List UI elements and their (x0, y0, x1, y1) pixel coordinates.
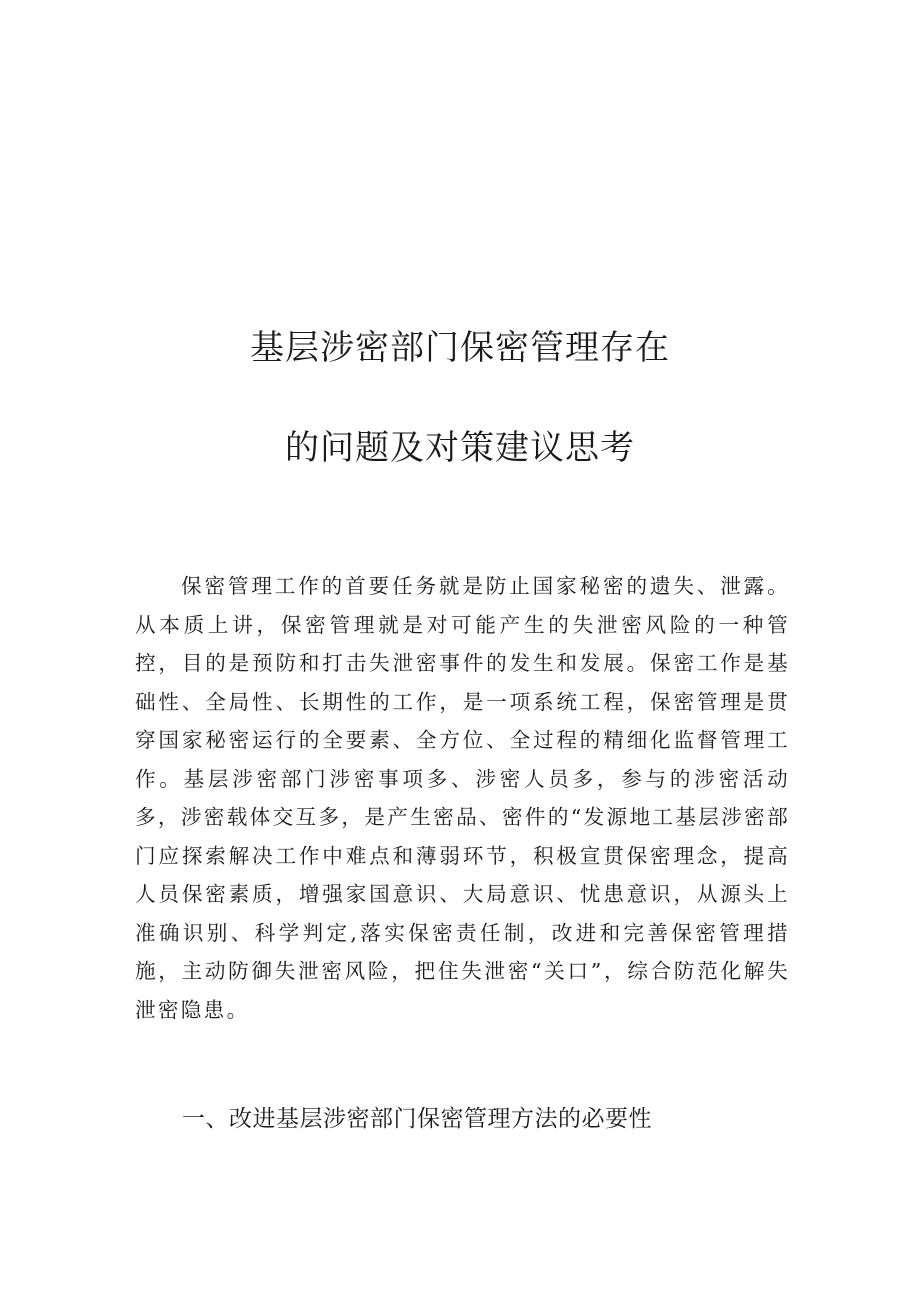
document-title-line-2: 的问题及对策建议思考 (285, 428, 635, 468)
body-paragraph: 保密管理工作的首要任务就是防止国家秘密的遗失、泄露。从本质上讲，保密管理就是对可能产生的失泄密风险的一种管控，目的是预防和打击失泄密事件的发生和发展。保密工作是基础性、全局性、长期性的工作，是一项系统工程，保密管理是贯穿国家秘密运行的全要素、全方位、全过程的精细化监督管理工作。基层涉密部门涉密事项多、涉密人员多，参与的涉密活动多，涉密载体交互多，是产生密品、密件的“发源地工基层涉密部门应探索解决工作中难点和薄弱环节，积极宣贯保密理念，提高人员保密素质，增强家国意识、大局意识、忧患意识，从源头上准确识别、科学判定,落实保密责任制，改进和完善保密管理措施，主动防御失泄密风险，把住失泄密“关口”，综合防范化解失泄密隐患。 (135, 574, 790, 1022)
section-heading: 一、改进基层涉密部门保密管理方法的必要性 (182, 1106, 652, 1132)
document-title-line-1: 基层涉密部门保密管理存在 (250, 328, 670, 368)
